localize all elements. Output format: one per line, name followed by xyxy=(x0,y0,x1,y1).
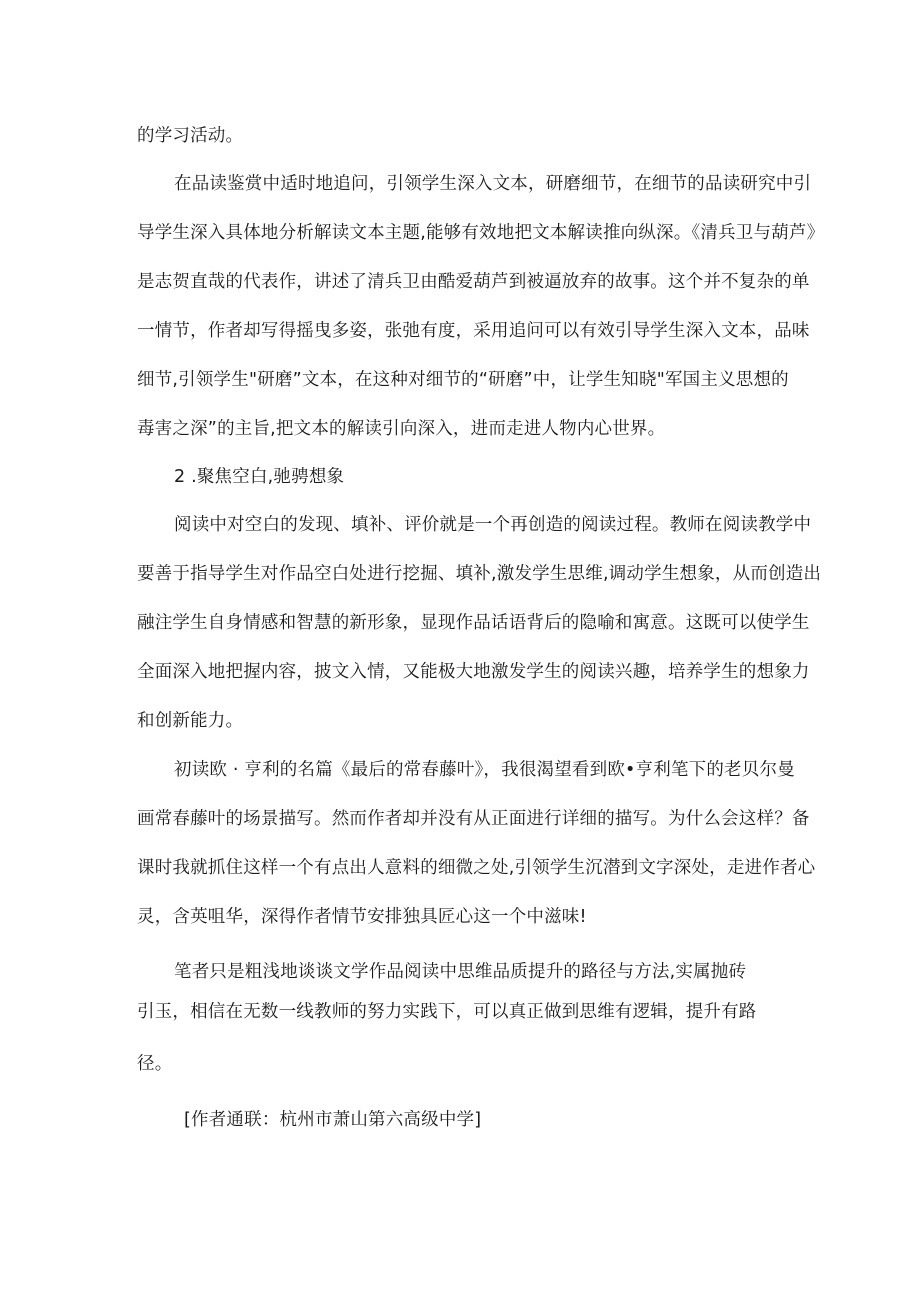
author-affiliation: [作者通联：杭州市萧山第六高级中学] xyxy=(184,1110,482,1130)
paragraph-line: 导学生深入具体地分析解读文本主题,能够有效地把文本解读推向纵深。《清兵卫与葫芦》 xyxy=(137,223,825,243)
paragraph-line: 细节,引领学生"研磨”文本，在这种对细节的“研磨”中，让学生知晓"军国主义思想的 xyxy=(137,370,789,390)
paragraph-line: 的学习活动。 xyxy=(137,126,244,146)
paragraph-line: 笔者只是粗浅地谈谈文学作品阅读中思维品质提升的路径与方法,实属抛砖 xyxy=(174,962,747,982)
paragraph-line: 在品读鉴赏中适时地追问，引领学生深入文本，研磨细节，在细节的品读研究中引 xyxy=(174,174,812,194)
paragraph-line: 课时我就抓住这样一个有点出人意料的细微之处,引领学生沉潜到文字深处，走进作者心 xyxy=(137,858,816,878)
paragraph-line: 毒害之深”的主旨,把文本的解读引向深入，进而走进人物内心世界。 xyxy=(137,419,666,439)
paragraph-line: 全面深入地把握内容，披文入情，又能极大地激发学生的阅读兴趣，培养学生的想象力 xyxy=(137,662,810,682)
paragraph-line: 阅读中对空白的发现、填补、评价就是一个再创造的阅读过程。教师在阅读教学中 xyxy=(174,515,812,535)
paragraph-line: 画常春藤叶的场景描写。然而作者却并没有从正面进行详细的描写。为什么会这样？备 xyxy=(137,809,810,829)
paragraph-line: 要善于指导学生对作品空白处进行挖掘、填补,激发学生思维,调动学生想象，从而创造出 xyxy=(137,564,822,584)
paragraph-line: 融注学生自身情感和智慧的新形象，显现作品话语背后的隐喻和寓意。这既可以使学生 xyxy=(137,613,810,633)
paragraph-line: 是志贺直哉的代表作，讲述了清兵卫由酷爱葫芦到被逼放弃的故事。这个并不复杂的单 xyxy=(137,272,810,292)
paragraph-line: 一情节，作者却写得摇曳多姿，张弛有度，采用追问可以有效引导学生深入文本，品味 xyxy=(137,321,810,341)
paragraph-line: 初读欧 · 亨利的名篇《最后的常春藤叶》，我很渴望看到欧•亨利笔下的老贝尔曼 xyxy=(174,760,795,780)
paragraph-line: 引玉，相信在无数一线教师的努力实践下，可以真正做到思维有逻辑，提升有路 xyxy=(137,1002,757,1022)
paragraph-line: 径。 xyxy=(137,1054,173,1074)
paragraph-line: 灵，含英咀华，深得作者情节安排独具匠心这一个中滋味! xyxy=(137,907,587,927)
paragraph-line: 和创新能力。 xyxy=(137,711,244,731)
section-heading: 2 .聚焦空白,驰骋想象 xyxy=(174,467,345,487)
